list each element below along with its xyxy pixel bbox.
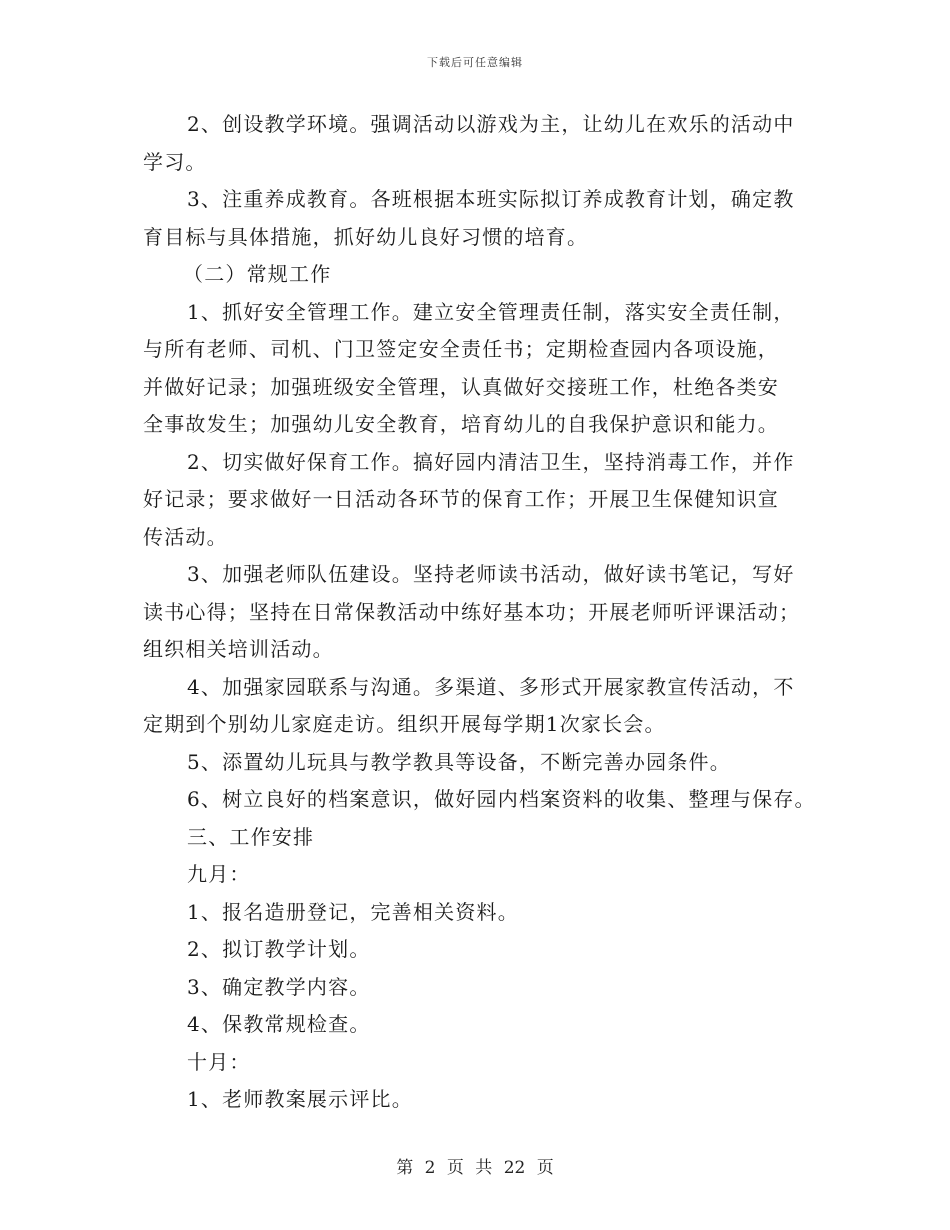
paragraph-line: 全事故发生；加强幼儿安全教育，培育幼儿的自我保护意识和能力。 <box>143 412 779 436</box>
list-item: 4、保教常规检查。 <box>187 1012 371 1036</box>
paragraph-line: 6、树立良好的档案意识，做好园内档案资料的收集、整理与保存。 <box>187 787 816 811</box>
list-item: 1、报名造册登记，完善相关资料。 <box>187 899 519 924</box>
page-footer: 第 2 页 共 22 页 <box>396 1158 554 1178</box>
paragraph-line: 好记录；要求做好一日活动各环节的保育工作；开展卫生保健知识宣 <box>143 487 779 511</box>
paragraph-line: 定期到个别幼儿家庭走访。组织开展每学期1次家长会。 <box>143 712 666 736</box>
paragraph-line: 学习。 <box>143 149 207 174</box>
paragraph-line: 3、注重养成教育。各班根据本班实际拟订养成教育计划，确定教 <box>187 187 795 211</box>
month-heading: 九月： <box>187 862 251 886</box>
paragraph-line: 组织相关培训活动。 <box>143 637 334 661</box>
paragraph-line: 2、切实做好保育工作。搞好园内清洁卫生，坚持消毒工作，并作 <box>187 449 795 474</box>
page-header: 下载后可任意编辑 <box>427 56 523 69</box>
paragraph-line: 传活动。 <box>143 524 228 549</box>
paragraph-line: 与所有老师、司机、门卫签定安全责任书；定期检查园内各项设施， <box>143 337 779 361</box>
list-item: 1、老师教案展示评比。 <box>187 1087 413 1111</box>
document-body <box>143 106 823 1119</box>
paragraph-line: 并做好记录；加强班级安全管理，认真做好交接班工作，杜绝各类安 <box>143 374 779 399</box>
paragraph-line: 育目标与具体措施，抓好幼儿良好习惯的培育。 <box>143 224 589 249</box>
list-item: 2、拟订教学计划。 <box>187 937 371 961</box>
month-heading: 十月： <box>187 1049 251 1074</box>
paragraph-line: 5、添置幼儿玩具与教学教具等设备，不断完善办园条件。 <box>187 749 731 774</box>
paragraph-line: 读书心得；坚持在日常保教活动中练好基本功；开展老师听评课活动； <box>143 599 801 624</box>
section-heading: （二）常规工作 <box>183 262 332 286</box>
paragraph-line: 4、加强家园联系与沟通。多渠道、多形式开展家教宣传活动，不 <box>187 674 795 699</box>
paragraph-line: 3、加强老师队伍建设。坚持老师读书活动，做好读书笔记，写好 <box>187 562 795 586</box>
list-item: 3、确定教学内容。 <box>187 974 371 999</box>
section-heading: 三、工作安排 <box>187 824 315 849</box>
paragraph-line: 2、创设教学环境。强调活动以游戏为主，让幼儿在欢乐的活动中 <box>187 112 795 136</box>
paragraph-line: 1、抓好安全管理工作。建立安全管理责任制，落实安全责任制， <box>187 299 795 324</box>
